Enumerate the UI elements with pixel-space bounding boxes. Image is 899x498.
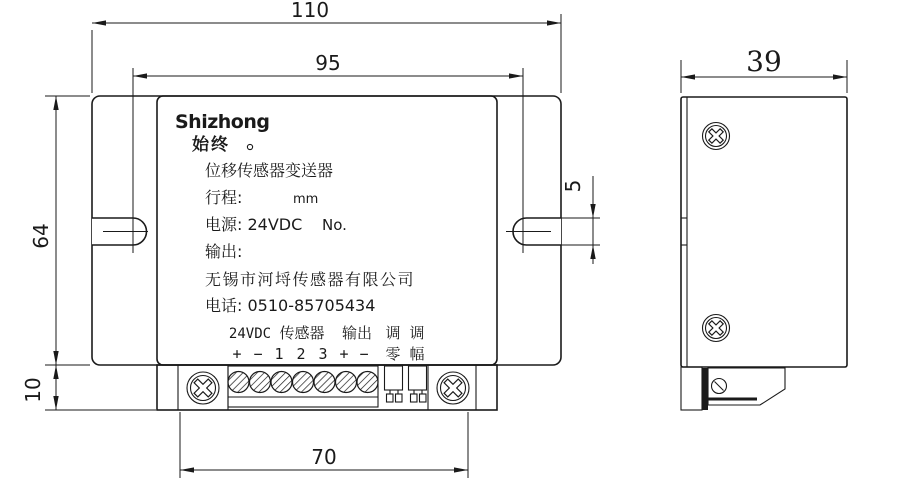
side-screw-bottom-icon: [703, 315, 730, 342]
product-name: 位移传感器变送器: [205, 161, 334, 180]
terminal-screw-7: [357, 372, 378, 393]
zero-trimmer: [385, 366, 403, 402]
terminal-screw-6: [336, 372, 357, 393]
dim-64-value: 64: [29, 223, 53, 249]
pin-label-6: +: [339, 345, 349, 363]
phone-number: 电话: 0510-85705434: [205, 296, 376, 315]
legend-amp-bottom: 幅: [409, 345, 425, 363]
legend-amp-top: 调: [409, 324, 425, 342]
legend-power-group: 24VDC: [228, 326, 272, 342]
dim-5-value: 5: [561, 179, 585, 193]
pin-label-7: −: [359, 345, 369, 363]
stroke-label: 行程:: [205, 188, 243, 207]
dim-70-value: 70: [311, 445, 337, 469]
legend-sensor-group: 传感器: [279, 324, 325, 342]
pin-label-1: +: [232, 345, 242, 363]
terminal-legend: [229, 324, 425, 363]
dim-39-value: 39: [746, 45, 782, 78]
terminal-screw-5: [314, 372, 335, 393]
dim-95-value: 95: [315, 51, 341, 75]
pin-label-2: −: [253, 345, 263, 363]
terminal-screw-3: [271, 372, 292, 393]
front-view: [92, 68, 561, 410]
dim-10-value: 10: [21, 377, 45, 403]
dim-110-value: 110: [290, 0, 330, 22]
pin-label-4: 2: [296, 345, 306, 363]
nameplate: [175, 111, 415, 315]
terminal-screw-4: [293, 372, 314, 393]
brand-logo-en: Shizhong: [175, 111, 270, 133]
pin-label-5: 3: [318, 345, 328, 363]
legend-zero-bottom: 零: [385, 345, 401, 363]
span-trimmer: [409, 366, 427, 402]
side-view: [681, 97, 847, 410]
side-terminal-connector: [681, 367, 785, 410]
terminal-screw-1: [228, 372, 249, 393]
stroke-unit: mm: [293, 192, 319, 207]
brand-logo-cn: 始终: [192, 135, 230, 155]
phillips-screw-right-icon: [437, 372, 469, 404]
legend-output-group: 输出: [341, 324, 373, 342]
terminal-screw-2: [250, 372, 271, 393]
terminal-block: [228, 366, 378, 407]
brand-registered-mark-icon: [247, 144, 252, 149]
side-screw-top-icon: [703, 123, 730, 150]
pin-label-3: 1: [274, 345, 284, 363]
power-label: 电源: 24VDC: [205, 215, 303, 234]
serial-no-label: No.: [322, 216, 347, 234]
company-name: 无锡市河埒传感器有限公司: [205, 270, 416, 289]
output-label: 输出:: [205, 242, 243, 261]
legend-zero-top: 调: [385, 324, 401, 342]
phillips-screw-left-icon: [187, 372, 219, 404]
